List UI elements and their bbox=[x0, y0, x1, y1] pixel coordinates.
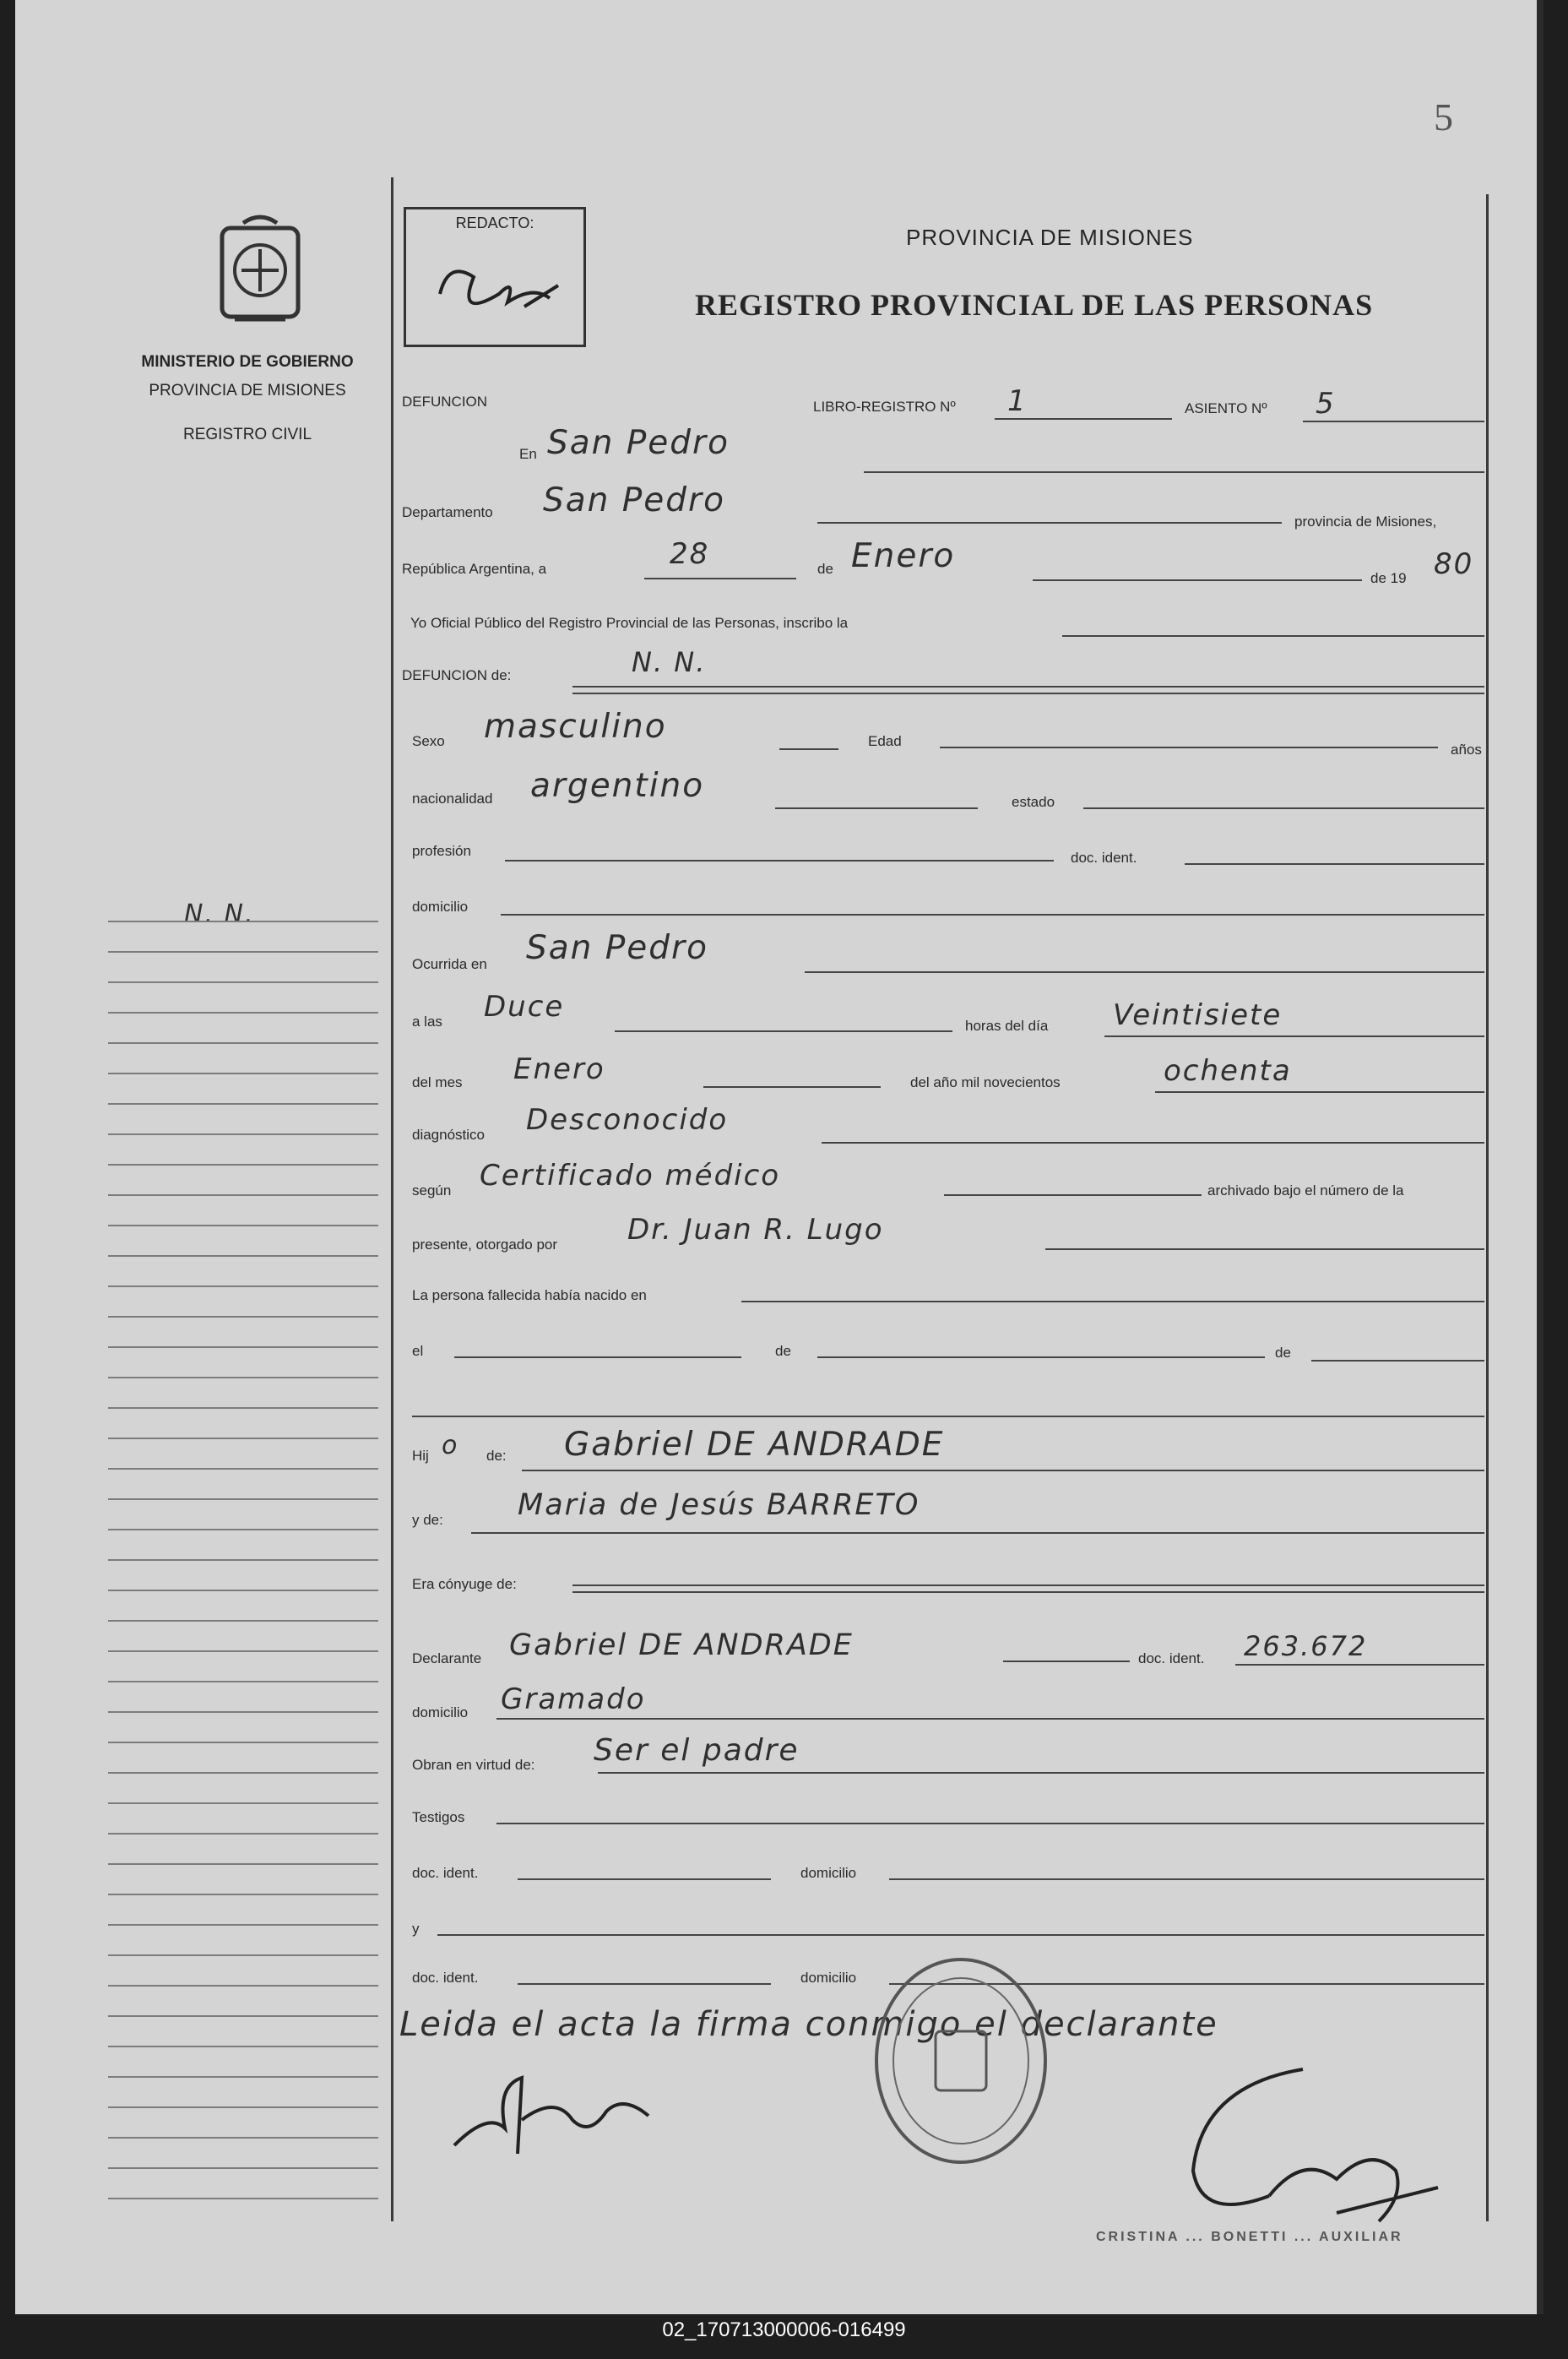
stub-line bbox=[108, 2137, 378, 2139]
stub-line bbox=[108, 1316, 378, 1318]
testigos-label: Testigos bbox=[412, 1809, 465, 1825]
stub-line bbox=[108, 1438, 378, 1439]
archivado-label: archivado bajo el número de la bbox=[1207, 1182, 1404, 1199]
stub-line bbox=[108, 2106, 378, 2108]
stub-line bbox=[108, 1833, 378, 1834]
stub-line bbox=[108, 1802, 378, 1804]
stub-line bbox=[108, 1529, 378, 1530]
redacto-box bbox=[404, 207, 586, 347]
defuncion-de-label: DEFUNCION de: bbox=[402, 667, 512, 683]
otorgado-por-value: Dr. Juan R. Lugo bbox=[627, 1213, 884, 1247]
ocurrida-en-value: San Pedro bbox=[526, 929, 708, 967]
y-de-label: y de: bbox=[412, 1512, 443, 1528]
a-las-value: Duce bbox=[484, 990, 565, 1024]
testigo2-domicilio-label: domicilio bbox=[800, 1970, 857, 1986]
madre-value: Maria de Jesús BARRETO bbox=[518, 1488, 920, 1522]
declarante-doc-value: 263.672 bbox=[1244, 1630, 1368, 1662]
presente-otorgado-label: presente, otorgado por bbox=[412, 1237, 558, 1253]
declarante-signature bbox=[437, 2061, 674, 2171]
stub-line bbox=[108, 1681, 378, 1682]
stub-line bbox=[108, 1285, 378, 1287]
profesion-label: profesión bbox=[412, 843, 471, 859]
asiento-value: 5 bbox=[1316, 387, 1336, 421]
stub-line bbox=[108, 1894, 378, 1895]
doc-ident-label: doc. ident. bbox=[1071, 850, 1137, 866]
declarante-domicilio-label: domicilio bbox=[412, 1704, 469, 1720]
stub-line bbox=[108, 1346, 378, 1348]
estado-label: estado bbox=[1012, 794, 1055, 810]
hij-suffix-value: o bbox=[442, 1431, 459, 1460]
obran-label: Obran en virtud de: bbox=[412, 1757, 535, 1773]
redacto-label: REDACTO: bbox=[455, 215, 534, 231]
departamento-label: Departamento bbox=[402, 504, 493, 520]
anos-label: años bbox=[1451, 742, 1482, 758]
declarante-value: Gabriel DE ANDRADE bbox=[509, 1628, 854, 1662]
del-ano-label: del año mil novecientos bbox=[910, 1074, 1061, 1090]
stub-line bbox=[108, 1590, 378, 1591]
domicilio-label: domicilio bbox=[412, 899, 469, 915]
ministry-province: PROVINCIA DE MISIONES bbox=[149, 382, 346, 400]
a-las-label: a las bbox=[412, 1014, 442, 1030]
sexo-value: masculino bbox=[484, 708, 667, 746]
yo-oficial-label: Yo Oficial Público del Registro Provincial de las Personas, inscribo la bbox=[410, 615, 849, 631]
padre-value: Gabriel DE ANDRADE bbox=[564, 1426, 945, 1464]
redacto-signature bbox=[423, 252, 567, 328]
anio-texto-value: ochenta bbox=[1164, 1054, 1292, 1088]
asiento-label: ASIENTO Nº bbox=[1185, 400, 1267, 416]
province-title: PROVINCIA DE MISIONES bbox=[906, 225, 1194, 250]
nacionalidad-value: argentino bbox=[530, 767, 705, 805]
stub-line bbox=[108, 1377, 378, 1378]
stub-line bbox=[108, 981, 378, 983]
de-label-1: de bbox=[817, 561, 833, 577]
obran-value: Ser el padre bbox=[594, 1733, 800, 1768]
en-value: San Pedro bbox=[547, 424, 730, 462]
stub-line bbox=[108, 1498, 378, 1500]
testigo2-doc-label: doc. ident. bbox=[412, 1970, 479, 1986]
declarante-doc-label: doc. ident. bbox=[1138, 1650, 1205, 1666]
hij-label: Hij bbox=[412, 1448, 429, 1464]
testigo1-domicilio-label: domicilio bbox=[800, 1865, 857, 1881]
stub-line bbox=[108, 1742, 378, 1743]
segun-value: Certificado médico bbox=[480, 1159, 781, 1193]
coat-of-arms-icon bbox=[209, 211, 311, 329]
stub-line bbox=[108, 1225, 378, 1226]
official-stamp: CRISTINA ... BONETTI ... AUXILIAR bbox=[1096, 2230, 1403, 2244]
en-label: En bbox=[519, 446, 537, 462]
de-label-3: de bbox=[1275, 1345, 1291, 1361]
registry-title: REGISTRO PROVINCIAL DE LAS PERSONAS bbox=[695, 288, 1374, 322]
stub-line bbox=[108, 1407, 378, 1409]
stub-line bbox=[108, 921, 378, 922]
departamento-value: San Pedro bbox=[543, 481, 725, 519]
closing-statement: Leida el acta la firma conmigo el declarante bbox=[399, 2005, 1218, 2044]
y-label: y bbox=[412, 1921, 420, 1937]
persona-fallecida-label: La persona fallecida había nacido en bbox=[412, 1287, 647, 1303]
page-number: 5 bbox=[1434, 95, 1453, 139]
stub-line bbox=[108, 1772, 378, 1774]
document-page bbox=[15, 0, 1544, 2314]
sexo-label: Sexo bbox=[412, 733, 445, 749]
diagnostico-value: Desconocido bbox=[526, 1103, 729, 1137]
ministry-title: MINISTERIO DE GOBIERNO bbox=[141, 353, 354, 371]
stub-line bbox=[108, 1559, 378, 1561]
segun-label: según bbox=[412, 1182, 452, 1199]
de-label-2: de bbox=[775, 1343, 791, 1359]
stub-line bbox=[108, 1954, 378, 1956]
stub-name: N. N. bbox=[184, 900, 255, 929]
declarante-label: Declarante bbox=[412, 1650, 482, 1666]
de-19-label: de 19 bbox=[1370, 570, 1407, 586]
edad-label: Edad bbox=[868, 733, 902, 749]
stub-line bbox=[108, 1194, 378, 1196]
stub-divider bbox=[391, 177, 393, 2221]
official-signature bbox=[1168, 2052, 1455, 2247]
libro-registro-label: LIBRO-REGISTRO Nº bbox=[813, 399, 956, 415]
stub-line bbox=[108, 2015, 378, 2017]
horas-del-dia-label: horas del día bbox=[965, 1018, 1049, 1034]
nacionalidad-label: nacionalidad bbox=[412, 791, 493, 807]
stub-line bbox=[108, 1468, 378, 1470]
stub-line bbox=[108, 1985, 378, 1987]
defuncion-de-value: N. N. bbox=[632, 646, 707, 678]
del-mes-value: Enero bbox=[513, 1052, 605, 1086]
dia-value: 28 bbox=[670, 537, 710, 571]
stub-line bbox=[108, 1042, 378, 1044]
stub-line bbox=[108, 1103, 378, 1105]
official-seal bbox=[864, 1951, 1058, 2171]
stub-line bbox=[108, 1012, 378, 1014]
stub-line bbox=[108, 1133, 378, 1135]
defuncion-label: DEFUNCION bbox=[402, 394, 488, 410]
stub-line bbox=[108, 2046, 378, 2047]
stub-line bbox=[108, 1073, 378, 1074]
anio-value: 80 bbox=[1434, 547, 1474, 581]
diagnostico-label: diagnóstico bbox=[412, 1127, 486, 1143]
stub-line bbox=[108, 1650, 378, 1652]
mes-value: Enero bbox=[851, 537, 956, 575]
stub-line bbox=[108, 2198, 378, 2199]
stub-line bbox=[108, 1711, 378, 1713]
testigo1-doc-label: doc. ident. bbox=[412, 1865, 479, 1881]
stub-line bbox=[108, 1924, 378, 1926]
image-id-caption: 02_170713000006-016499 bbox=[662, 2318, 906, 2341]
stub-line bbox=[108, 2167, 378, 2169]
declarante-domicilio-value: Gramado bbox=[501, 1682, 646, 1716]
dia-texto-value: Veintisiete bbox=[1113, 998, 1283, 1032]
el-label: el bbox=[412, 1343, 424, 1359]
libro-registro-value: 1 bbox=[1007, 384, 1028, 418]
republica-label: República Argentina, a bbox=[402, 561, 547, 577]
right-margin-rule bbox=[1486, 194, 1489, 2221]
stub-line bbox=[108, 1164, 378, 1166]
ocurrida-en-label: Ocurrida en bbox=[412, 956, 487, 972]
del-mes-label: del mes bbox=[412, 1074, 463, 1090]
era-conyuge-label: Era cónyuge de: bbox=[412, 1576, 517, 1592]
stub-line bbox=[108, 951, 378, 953]
stub-line bbox=[108, 1620, 378, 1622]
stub-line bbox=[108, 1255, 378, 1257]
stub-line bbox=[108, 1863, 378, 1865]
ministry-registry: REGISTRO CIVIL bbox=[182, 426, 312, 443]
provincia-misiones-label: provincia de Misiones, bbox=[1294, 514, 1437, 530]
hij-de-label: de: bbox=[486, 1448, 507, 1464]
stub-line bbox=[108, 2076, 378, 2078]
